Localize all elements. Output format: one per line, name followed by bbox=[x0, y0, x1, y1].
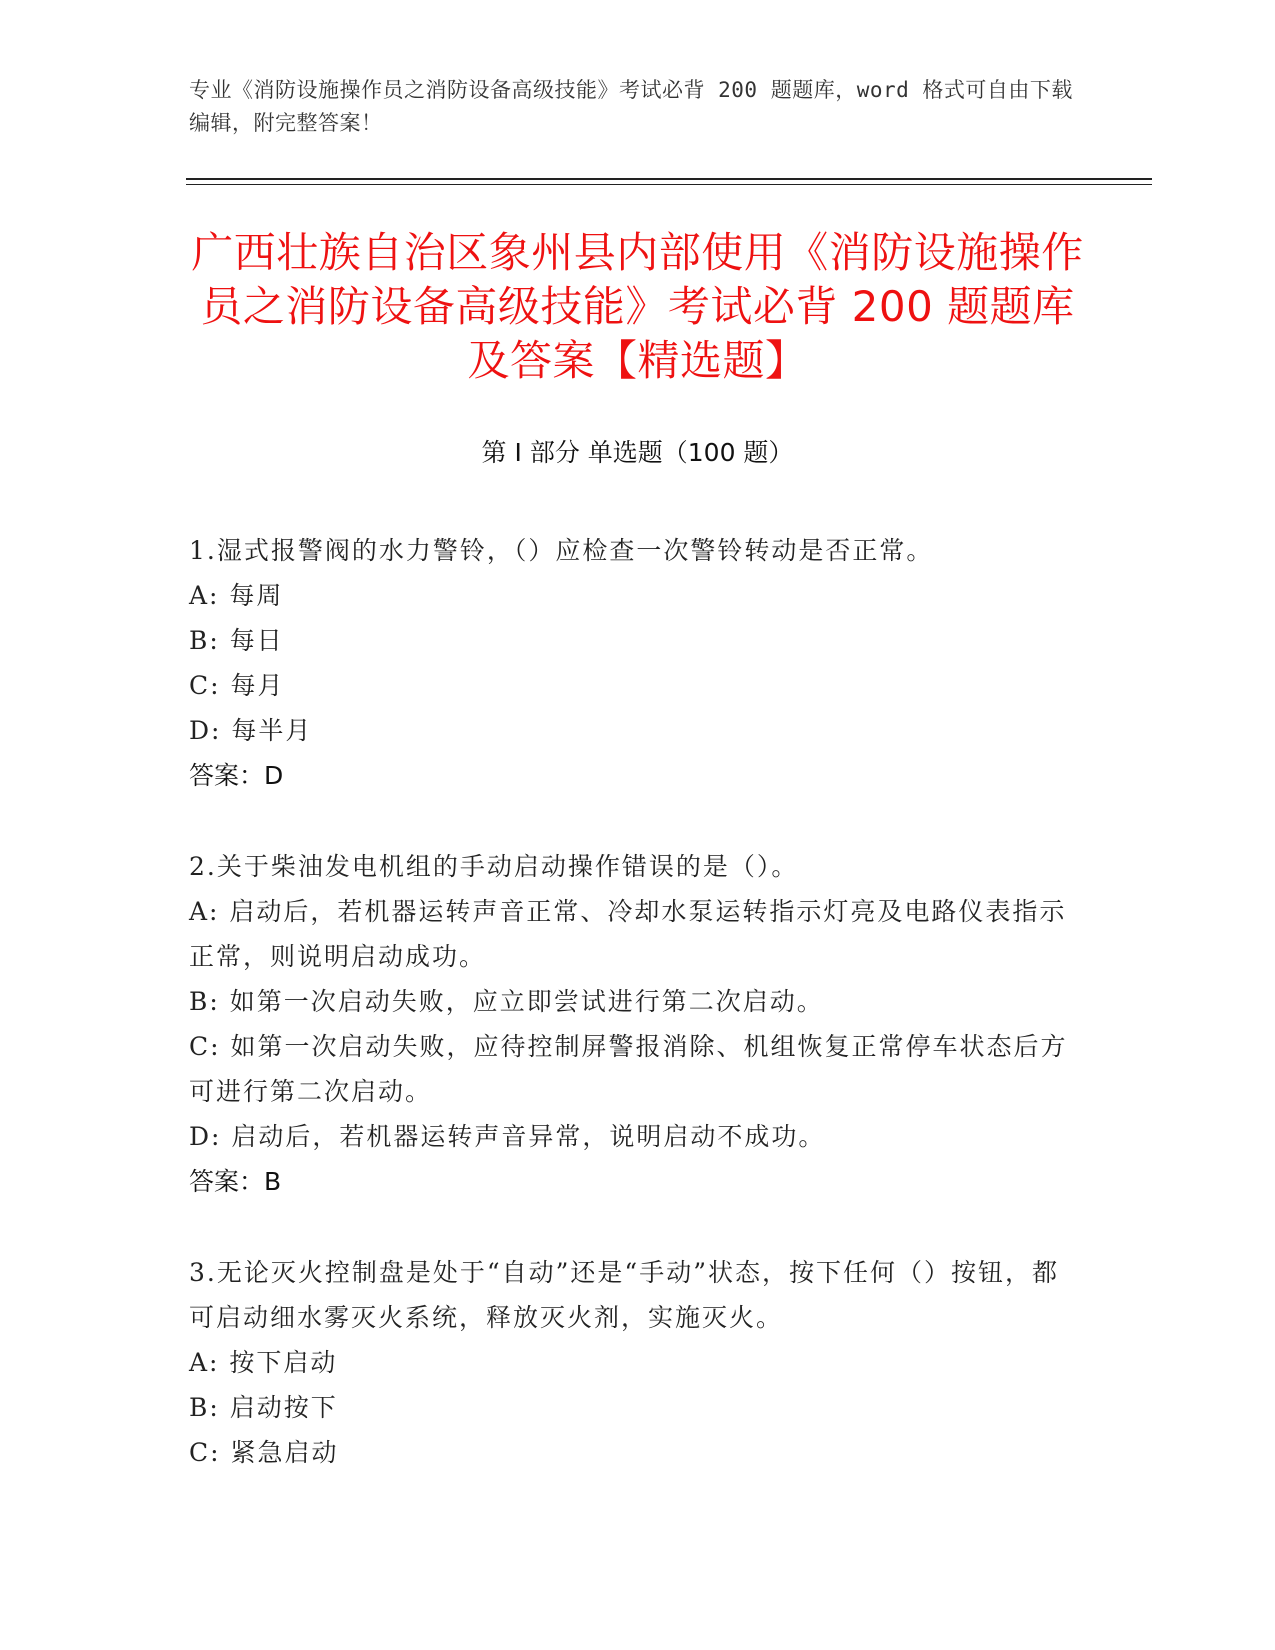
header-note: 专业《消防设施操作员之消防设备高级技能》考试必背 200 题题库，word 格式可自由下载编辑，附完整答案！ bbox=[189, 78, 1073, 135]
header-rule-thin bbox=[186, 184, 1152, 185]
option-a: A: 按下启动 bbox=[189, 1348, 338, 1377]
question-stem: 3.无论灭火控制盘是处于“自动”还是“手动”状态，按下任何（）按钮，都可启动细水雾灭火系统，释放灭火剂，实施灭火。 bbox=[189, 1258, 1059, 1332]
document-title: 广西壮族自治区象州县内部使用《消防设施操作员之消防设备高级技能》考试必背 200 题题库及答案【精选题】 bbox=[191, 228, 1084, 385]
question-stem: 1.湿式报警阀的水力警铃，（）应检查一次警铃转动是否正常。 bbox=[189, 536, 934, 565]
option-c: C: 每月 bbox=[189, 671, 285, 700]
option-c: C: 如第一次启动失败，应待控制屏警报消除、机组恢复正常停车状态后方可进行第二次启动。 bbox=[189, 1032, 1068, 1106]
header-rule-thick bbox=[186, 178, 1152, 180]
question-1 bbox=[189, 528, 1069, 798]
question-3 bbox=[189, 1250, 1069, 1475]
option-a: A: 启动后，若机器运转声音正常、冷却水泵运转指示灯亮及电路仪表指示正常，则说明启动成功。 bbox=[189, 897, 1067, 971]
question-stem: 2.关于柴油发电机组的手动启动操作错误的是（）。 bbox=[189, 852, 799, 881]
option-d: D: 每半月 bbox=[189, 716, 313, 745]
question-2 bbox=[189, 844, 1069, 1204]
option-b: B: 启动按下 bbox=[189, 1393, 338, 1422]
option-a: A: 每周 bbox=[189, 581, 284, 610]
question-list bbox=[189, 528, 1069, 1521]
option-b: B: 如第一次启动失败，应立即尝试进行第二次启动。 bbox=[189, 987, 824, 1016]
option-c: C: 紧急启动 bbox=[189, 1438, 339, 1467]
option-d: D: 启动后，若机器运转声音异常，说明启动不成功。 bbox=[189, 1122, 826, 1151]
answer: 答案：D bbox=[189, 761, 284, 790]
section-heading: 第 I 部分 单选题（100 题） bbox=[481, 438, 794, 467]
answer: 答案：B bbox=[189, 1167, 282, 1196]
option-b: B: 每日 bbox=[189, 626, 284, 655]
